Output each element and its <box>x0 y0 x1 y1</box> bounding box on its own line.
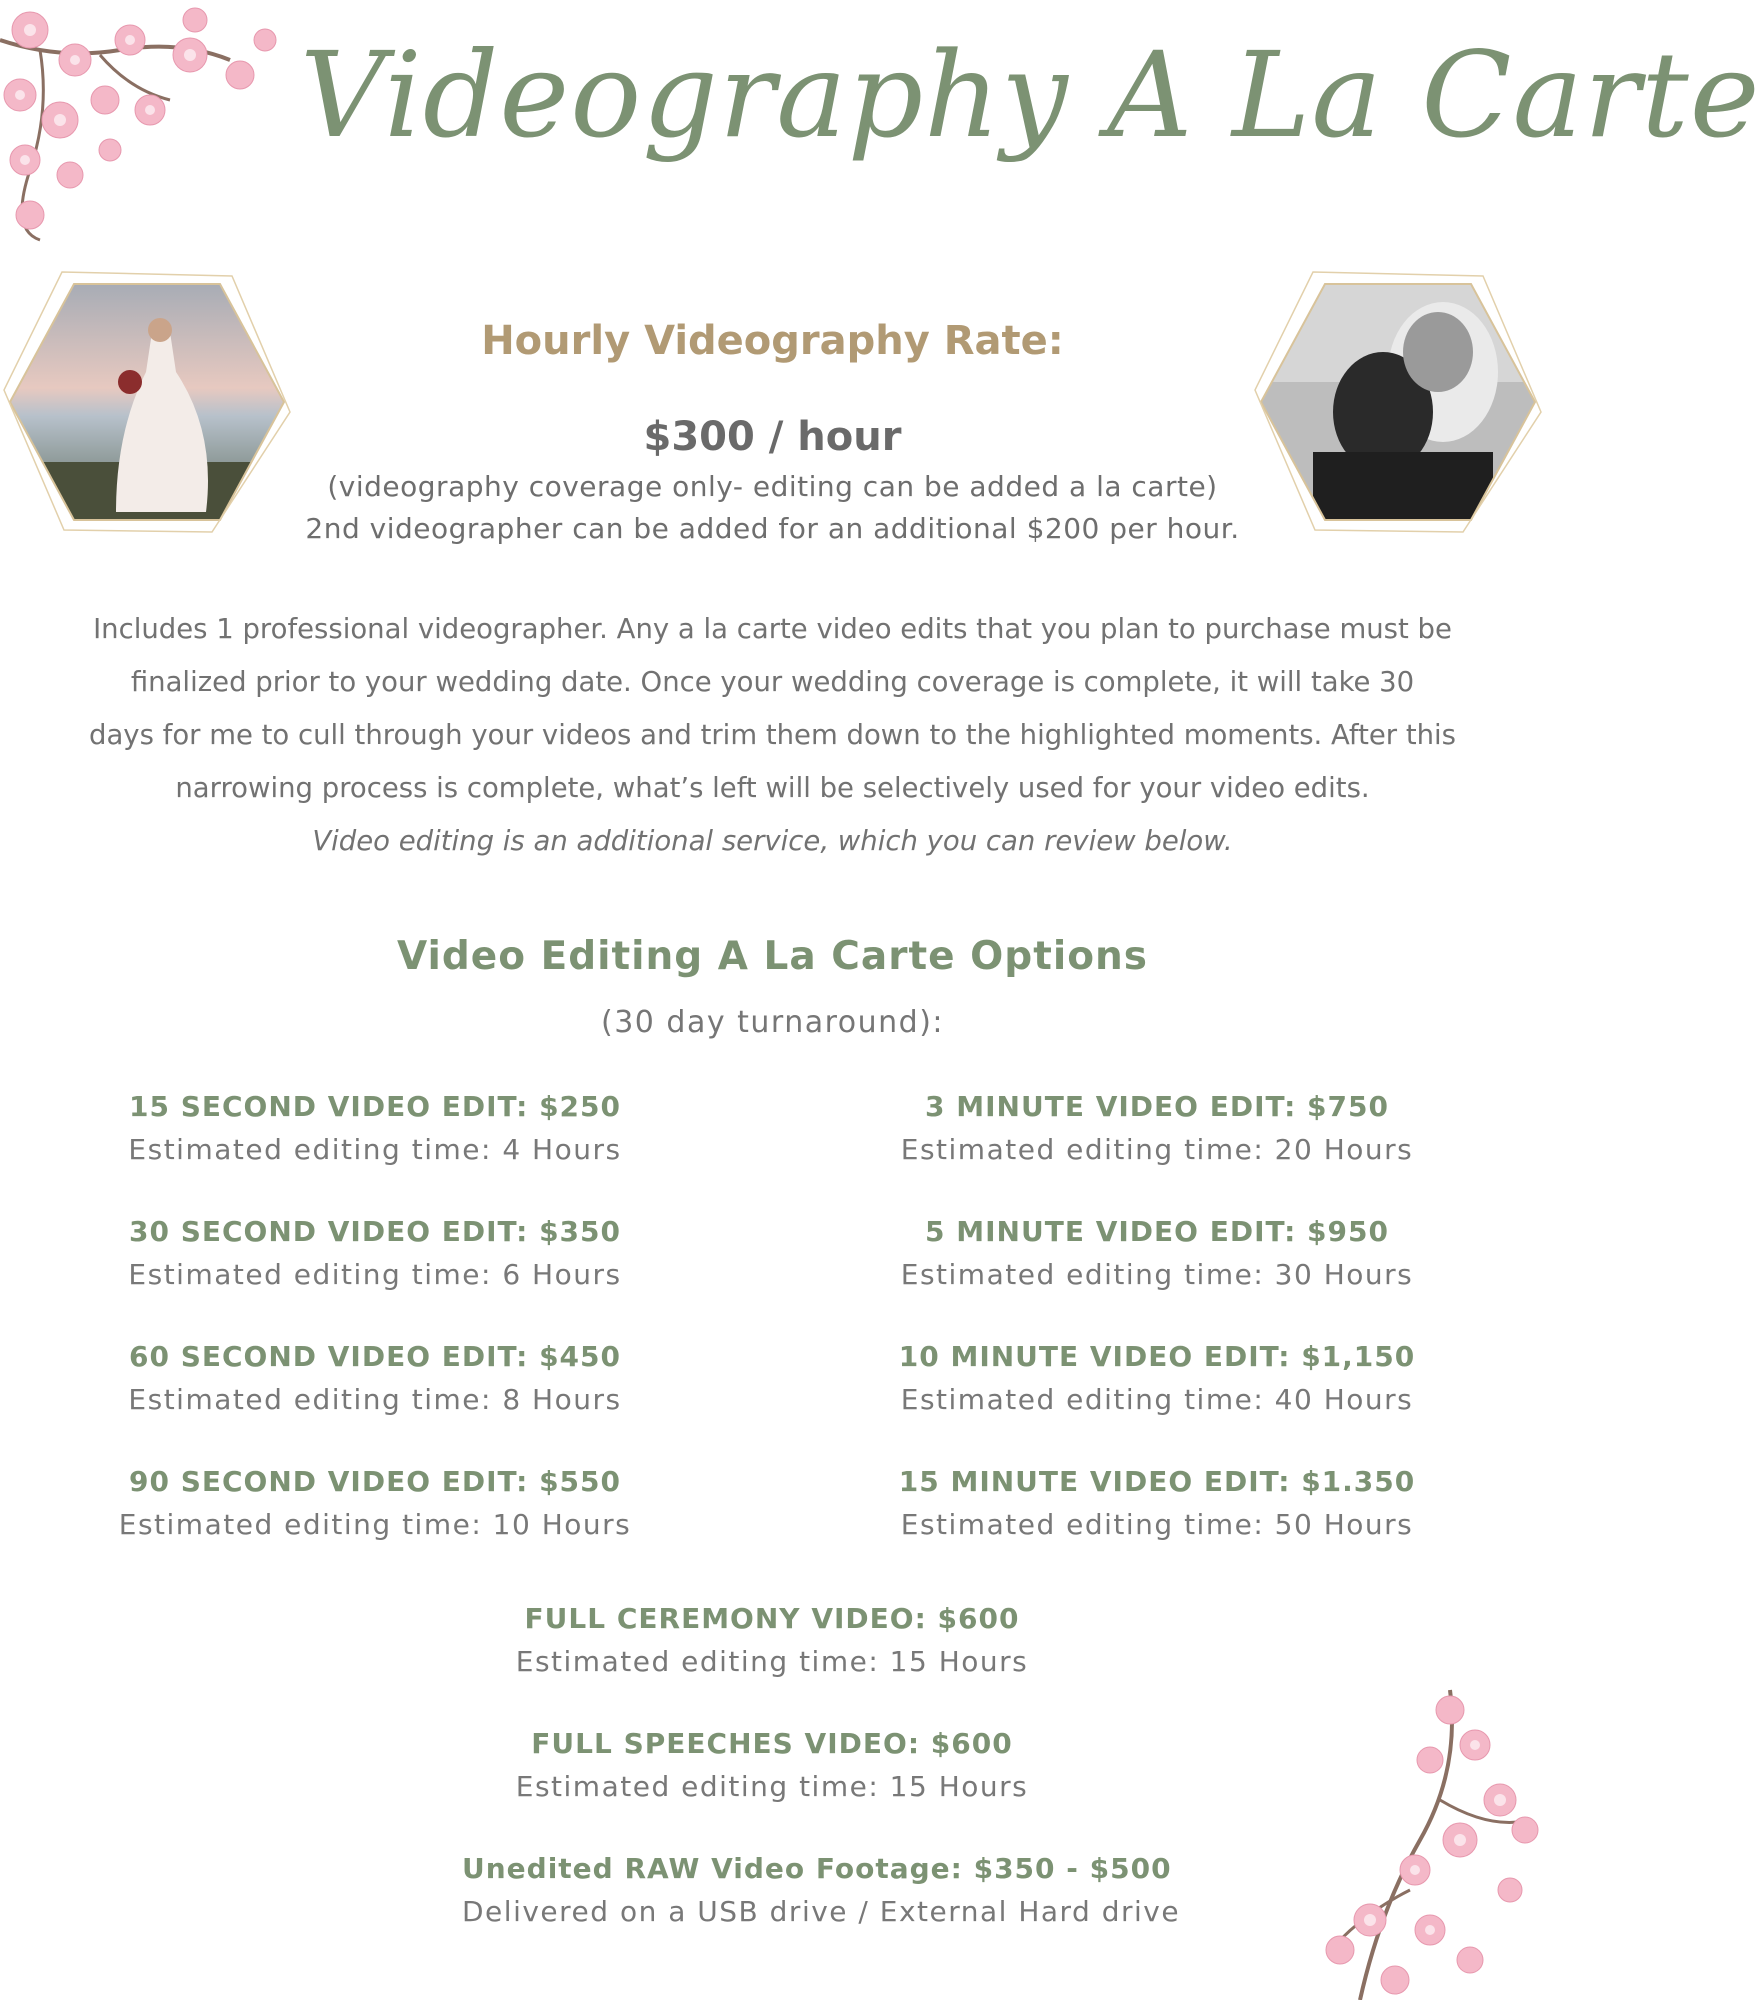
option-name: 30 SECOND VIDEO EDIT: $350 <box>128 1215 622 1248</box>
couple-photo-hexagon <box>1253 262 1543 542</box>
cherry-blossom-top-decoration <box>0 0 300 250</box>
option-time: Estimated editing time: 8 Hours <box>128 1383 622 1416</box>
option-item <box>462 1727 1082 1803</box>
option-name: FULL SPEECHES VIDEO: $600 <box>531 1727 1013 1760</box>
option-name: 10 MINUTE VIDEO EDIT: $1,150 <box>898 1340 1416 1373</box>
option-item <box>65 1215 685 1291</box>
second-videographer-note: 2nd videographer can be added for an additional $200 per hour. <box>305 512 1240 545</box>
option-time: Estimated editing time: 40 Hours <box>900 1383 1414 1416</box>
hourly-coverage-note: (videography coverage only- editing can be added a la carte) <box>327 470 1218 503</box>
paragraph-line: narrowing process is complete, what’s left will be selectively used for your video edits. <box>175 772 1370 804</box>
option-item <box>462 1852 1181 1928</box>
option-item <box>65 1465 685 1541</box>
option-time: Estimated editing time: 10 Hours <box>118 1508 632 1541</box>
cherry-blossom-bottom-decoration <box>1300 1690 1545 2000</box>
option-item <box>847 1465 1467 1541</box>
option-time: Estimated editing time: 4 Hours <box>128 1133 622 1166</box>
option-name: 3 MINUTE VIDEO EDIT: $750 <box>925 1090 1389 1123</box>
option-time: Estimated editing time: 15 Hours <box>515 1645 1029 1678</box>
editing-options-heading: Video Editing A La Carte Options <box>396 934 1148 979</box>
option-time: Estimated editing time: 15 Hours <box>515 1770 1029 1803</box>
option-item <box>847 1340 1467 1416</box>
option-item <box>462 1602 1082 1678</box>
option-time: Estimated editing time: 50 Hours <box>900 1508 1414 1541</box>
option-time: Estimated editing time: 20 Hours <box>900 1133 1414 1166</box>
option-item <box>847 1090 1467 1166</box>
option-item <box>65 1340 685 1416</box>
option-time: Delivered on a USB drive / External Hard drive <box>462 1895 1181 1928</box>
option-name: 60 SECOND VIDEO EDIT: $450 <box>128 1340 622 1373</box>
hourly-rate-heading: Hourly Videography Rate: <box>481 318 1064 364</box>
hourly-rate-price: $300 / hour <box>643 414 902 460</box>
bride-photo-hexagon <box>2 262 292 542</box>
option-name: 15 SECOND VIDEO EDIT: $250 <box>128 1090 622 1123</box>
details-paragraph <box>60 603 1485 868</box>
editing-turnaround: (30 day turnaround): <box>600 1005 945 1040</box>
paragraph-line: days for me to cull through your videos and trim them down to the highlighted moments. After this <box>88 719 1456 751</box>
option-time: Estimated editing time: 30 Hours <box>900 1258 1414 1291</box>
paragraph-line: finalized prior to your wedding date. Once your wedding coverage is complete, it will take 30 <box>130 666 1415 698</box>
option-item <box>847 1215 1467 1291</box>
option-name: Unedited RAW Video Footage: $350 - $500 <box>462 1852 1172 1885</box>
option-name: FULL CEREMONY VIDEO: $600 <box>524 1602 1020 1635</box>
option-time: Estimated editing time: 6 Hours <box>128 1258 622 1291</box>
paragraph-italic-note: Video editing is an additional service, which you can review below. <box>312 825 1233 857</box>
option-name: 90 SECOND VIDEO EDIT: $550 <box>128 1465 622 1498</box>
page-title: Videography A La Carte <box>300 26 1761 164</box>
option-name: 5 MINUTE VIDEO EDIT: $950 <box>925 1215 1389 1248</box>
option-name: 15 MINUTE VIDEO EDIT: $1.350 <box>898 1465 1416 1498</box>
option-item <box>65 1090 685 1166</box>
paragraph-line: Includes 1 professional videographer. Any a la carte video edits that you plan to purchase must be <box>93 613 1452 645</box>
